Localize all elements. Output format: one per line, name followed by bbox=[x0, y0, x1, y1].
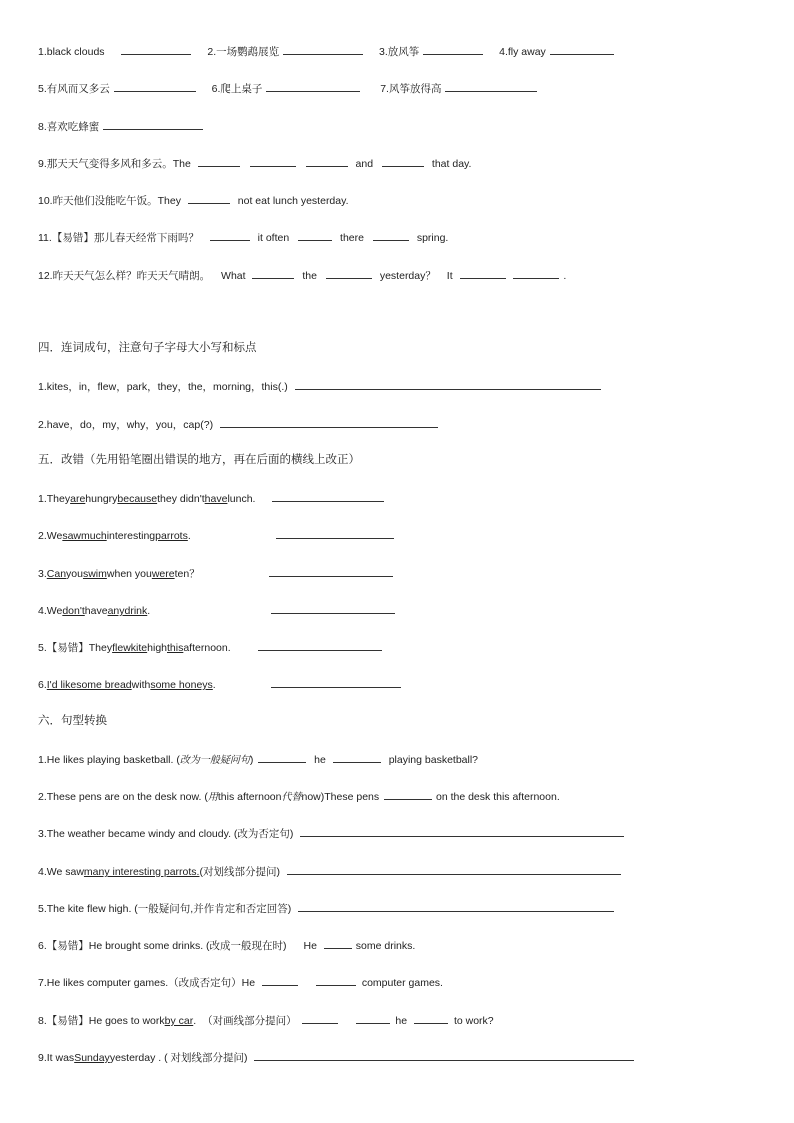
answer-blank[interactable] bbox=[262, 974, 298, 986]
transform-4 bbox=[38, 863, 622, 879]
underlined-word[interactable]: were bbox=[151, 568, 175, 580]
answer-blank[interactable] bbox=[382, 155, 424, 167]
answer-blank[interactable] bbox=[384, 788, 432, 800]
sentence-text: 9.那天天气变得多风和多云。The bbox=[38, 158, 191, 170]
underlined-word[interactable]: some honeys bbox=[150, 679, 213, 691]
sentence-9 bbox=[38, 155, 471, 171]
text: （对画线部分提问） bbox=[202, 1015, 297, 1027]
reorder-2 bbox=[38, 416, 439, 432]
phrase-row-1 bbox=[38, 43, 615, 59]
text: 3.The weather became windy and cloudy. (改为否定句) bbox=[38, 828, 294, 840]
text: 4.We bbox=[38, 605, 63, 617]
answer-blank[interactable] bbox=[258, 751, 306, 763]
sentence-text: and bbox=[355, 158, 374, 170]
answer-blank[interactable] bbox=[445, 80, 537, 92]
text: 8.【易错】He goes to work bbox=[38, 1015, 165, 1027]
text: 3. bbox=[38, 568, 47, 580]
underlined-word[interactable]: don't bbox=[62, 605, 85, 617]
underlined-word[interactable]: parrots bbox=[155, 530, 188, 542]
instruction: 用 bbox=[207, 792, 218, 803]
answer-blank[interactable] bbox=[324, 937, 352, 949]
answer-blank[interactable] bbox=[460, 267, 506, 279]
answer-blank[interactable] bbox=[550, 43, 614, 55]
text: 2.These pens are on the desk now. ( bbox=[38, 791, 208, 803]
reorder-words: 2.have，do，my，why，you，cap(?) bbox=[38, 419, 214, 431]
sentence-text: 10.昨天他们没能吃午饭。They bbox=[38, 195, 181, 207]
text: (对划线部分提问) bbox=[199, 866, 280, 878]
transform-2 bbox=[38, 788, 560, 805]
text: playing basketball? bbox=[388, 754, 479, 766]
text: . bbox=[187, 530, 191, 542]
underlined-phrase[interactable]: by car bbox=[164, 1015, 194, 1027]
text: when you bbox=[106, 568, 152, 580]
answer-blank[interactable] bbox=[423, 43, 483, 55]
answer-blank[interactable] bbox=[198, 155, 240, 167]
underlined-word[interactable]: flew bbox=[112, 642, 131, 654]
sentence-text: 11.【易错】那儿春天经常下雨吗？ bbox=[38, 232, 199, 244]
text: 4.We saw bbox=[38, 866, 84, 878]
answer-line[interactable] bbox=[254, 1049, 634, 1061]
answer-line[interactable] bbox=[269, 565, 393, 577]
sentence-text: that day. bbox=[431, 158, 472, 170]
underlined-word[interactable]: drink bbox=[124, 605, 148, 617]
answer-blank[interactable] bbox=[121, 43, 191, 55]
section-6-title: 六．句型转换 bbox=[38, 715, 107, 727]
sentence-text: yesterday？ bbox=[379, 270, 436, 282]
answer-blank[interactable] bbox=[250, 155, 296, 167]
answer-line[interactable] bbox=[300, 825, 624, 837]
answer-blank[interactable] bbox=[316, 974, 356, 986]
sentence-text: the bbox=[302, 270, 317, 282]
underlined-word[interactable]: much bbox=[81, 530, 107, 542]
text: afternoon. bbox=[183, 642, 231, 654]
text: have bbox=[84, 605, 108, 617]
text: now)These pens bbox=[301, 791, 380, 803]
underlined-word[interactable]: some bread bbox=[76, 679, 132, 691]
answer-line[interactable] bbox=[298, 900, 614, 912]
answer-line[interactable] bbox=[220, 416, 438, 428]
underlined-word[interactable]: swim bbox=[82, 568, 107, 580]
text: high bbox=[147, 642, 167, 654]
answer-line[interactable] bbox=[271, 676, 401, 688]
section-5-title: 五．改错（先用铅笔圈出错误的地方，再在后面的横线上改正） bbox=[38, 454, 360, 466]
answer-blank[interactable] bbox=[114, 80, 196, 92]
phrase-2: 2.一场鹦鹉展览 bbox=[207, 46, 280, 58]
answer-blank[interactable] bbox=[356, 1012, 390, 1024]
correction-4 bbox=[38, 602, 396, 618]
answer-blank[interactable] bbox=[302, 1012, 338, 1024]
text: on the desk this afternoon. bbox=[435, 791, 560, 803]
text: 1.They bbox=[38, 493, 71, 505]
text: with bbox=[131, 679, 151, 691]
underlined-word[interactable]: have bbox=[204, 493, 228, 505]
transform-7 bbox=[38, 974, 443, 990]
sentence-text: . bbox=[563, 270, 567, 282]
sentence-text: it often bbox=[257, 232, 290, 244]
answer-blank[interactable] bbox=[188, 192, 230, 204]
correction-5 bbox=[38, 639, 383, 655]
sentence-text: not eat lunch yesterday. bbox=[237, 195, 349, 207]
text: 5.The kite flew high. (一般疑问句,并作肯定和否定回答) bbox=[38, 903, 292, 915]
underlined-word[interactable]: Can bbox=[46, 568, 67, 580]
text: . bbox=[193, 1015, 197, 1027]
text: they didn't bbox=[157, 493, 205, 505]
reorder-words: 1.kites，in，flew，park，they，the，morning，this(.) bbox=[38, 381, 288, 393]
correction-1 bbox=[38, 490, 385, 506]
answer-blank[interactable] bbox=[103, 118, 203, 130]
underlined-word[interactable]: any bbox=[107, 605, 125, 617]
sentence-10 bbox=[38, 192, 349, 208]
text: you bbox=[66, 568, 83, 580]
answer-blank[interactable] bbox=[326, 267, 372, 279]
correction-2 bbox=[38, 527, 395, 543]
answer-line[interactable] bbox=[258, 639, 382, 651]
phrase-7: 7.风筝放得高 bbox=[380, 83, 442, 95]
answer-line[interactable] bbox=[287, 863, 621, 875]
transform-5 bbox=[38, 900, 615, 916]
underlined-phrase[interactable]: many interesting parrots. bbox=[83, 866, 200, 878]
underlined-word[interactable]: Sunday bbox=[74, 1052, 110, 1064]
answer-line[interactable] bbox=[271, 602, 395, 614]
transform-8 bbox=[38, 1012, 494, 1028]
section-4-title: 四．连词成句，注意句子字母大小写和标点 bbox=[38, 342, 257, 354]
transform-9 bbox=[38, 1049, 635, 1065]
answer-blank[interactable] bbox=[266, 80, 360, 92]
instruction: 代替 bbox=[281, 792, 302, 803]
text: lunch. bbox=[227, 493, 256, 505]
answer-line[interactable] bbox=[276, 527, 394, 539]
answer-blank[interactable] bbox=[298, 229, 332, 241]
text: 5.【易错】They bbox=[38, 642, 113, 654]
phrase-3: 3.放风筝 bbox=[379, 46, 420, 58]
transform-6 bbox=[38, 937, 415, 953]
underlined-word[interactable]: I'd like bbox=[46, 679, 77, 691]
text: interesting bbox=[106, 530, 156, 542]
underlined-word[interactable]: this bbox=[167, 642, 184, 654]
answer-blank[interactable] bbox=[210, 229, 250, 241]
text: 1.He likes playing basketball. ( bbox=[38, 754, 180, 766]
underlined-word[interactable]: kite bbox=[130, 642, 148, 654]
answer-line[interactable] bbox=[295, 378, 601, 390]
phrase-1: 1.black clouds bbox=[38, 46, 105, 58]
answer-blank[interactable] bbox=[252, 267, 294, 279]
text: to work? bbox=[453, 1015, 494, 1027]
answer-blank[interactable] bbox=[333, 751, 381, 763]
text: He bbox=[303, 940, 317, 952]
correction-3 bbox=[38, 565, 394, 581]
text: . bbox=[147, 605, 151, 617]
phrase-4: 4.fly away bbox=[499, 46, 546, 58]
text: ten？ bbox=[174, 568, 200, 580]
sentence-text: there bbox=[340, 232, 364, 244]
text: hungry bbox=[85, 493, 118, 505]
answer-blank[interactable] bbox=[373, 229, 409, 241]
reorder-1 bbox=[38, 378, 602, 394]
answer-blank[interactable] bbox=[414, 1012, 448, 1024]
sentence-text: 12.昨天天气怎么样？昨天天气晴朗。 bbox=[38, 270, 211, 282]
text: 9.It was bbox=[38, 1052, 75, 1064]
phrase-row-2 bbox=[38, 80, 538, 96]
text: . bbox=[212, 679, 216, 691]
underlined-word[interactable]: because bbox=[117, 493, 158, 505]
text: yesterday . ( 对划线部分提问) bbox=[109, 1052, 248, 1064]
text: ) bbox=[249, 754, 254, 766]
phrase-5: 5.有风而又多云 bbox=[38, 83, 110, 95]
transform-3 bbox=[38, 825, 625, 841]
sentence-text: spring. bbox=[416, 232, 449, 244]
correction-6 bbox=[38, 676, 402, 692]
text: 6. bbox=[38, 679, 47, 691]
text: computer games. bbox=[361, 977, 443, 989]
text: some drinks. bbox=[355, 940, 416, 952]
phrase-6: 6.爬上桌子 bbox=[211, 83, 263, 95]
underlined-word[interactable]: saw bbox=[62, 530, 82, 542]
text: he bbox=[314, 754, 326, 766]
answer-blank[interactable] bbox=[306, 155, 348, 167]
text: this afternoon bbox=[217, 791, 282, 803]
underlined-word[interactable]: are bbox=[70, 493, 86, 505]
text: 7.He likes computer games.（改成否定句）He bbox=[38, 977, 256, 989]
sentence-11 bbox=[38, 229, 448, 245]
answer-line[interactable] bbox=[272, 490, 384, 502]
sentence-text: What bbox=[221, 270, 246, 282]
answer-blank[interactable] bbox=[283, 43, 363, 55]
phrase-8: 8.喜欢吃蜂蜜 bbox=[38, 121, 100, 133]
phrase-row-3 bbox=[38, 118, 204, 134]
transform-1 bbox=[38, 751, 478, 768]
text: he bbox=[395, 1015, 408, 1027]
text: 6.【易错】He brought some drinks. (改成一般现在时) bbox=[38, 940, 287, 952]
instruction: 改为一般疑问句 bbox=[179, 755, 250, 766]
sentence-12 bbox=[38, 267, 566, 283]
answer-blank[interactable] bbox=[513, 267, 559, 279]
sentence-text: It bbox=[446, 270, 453, 282]
text: 2.We bbox=[38, 530, 63, 542]
